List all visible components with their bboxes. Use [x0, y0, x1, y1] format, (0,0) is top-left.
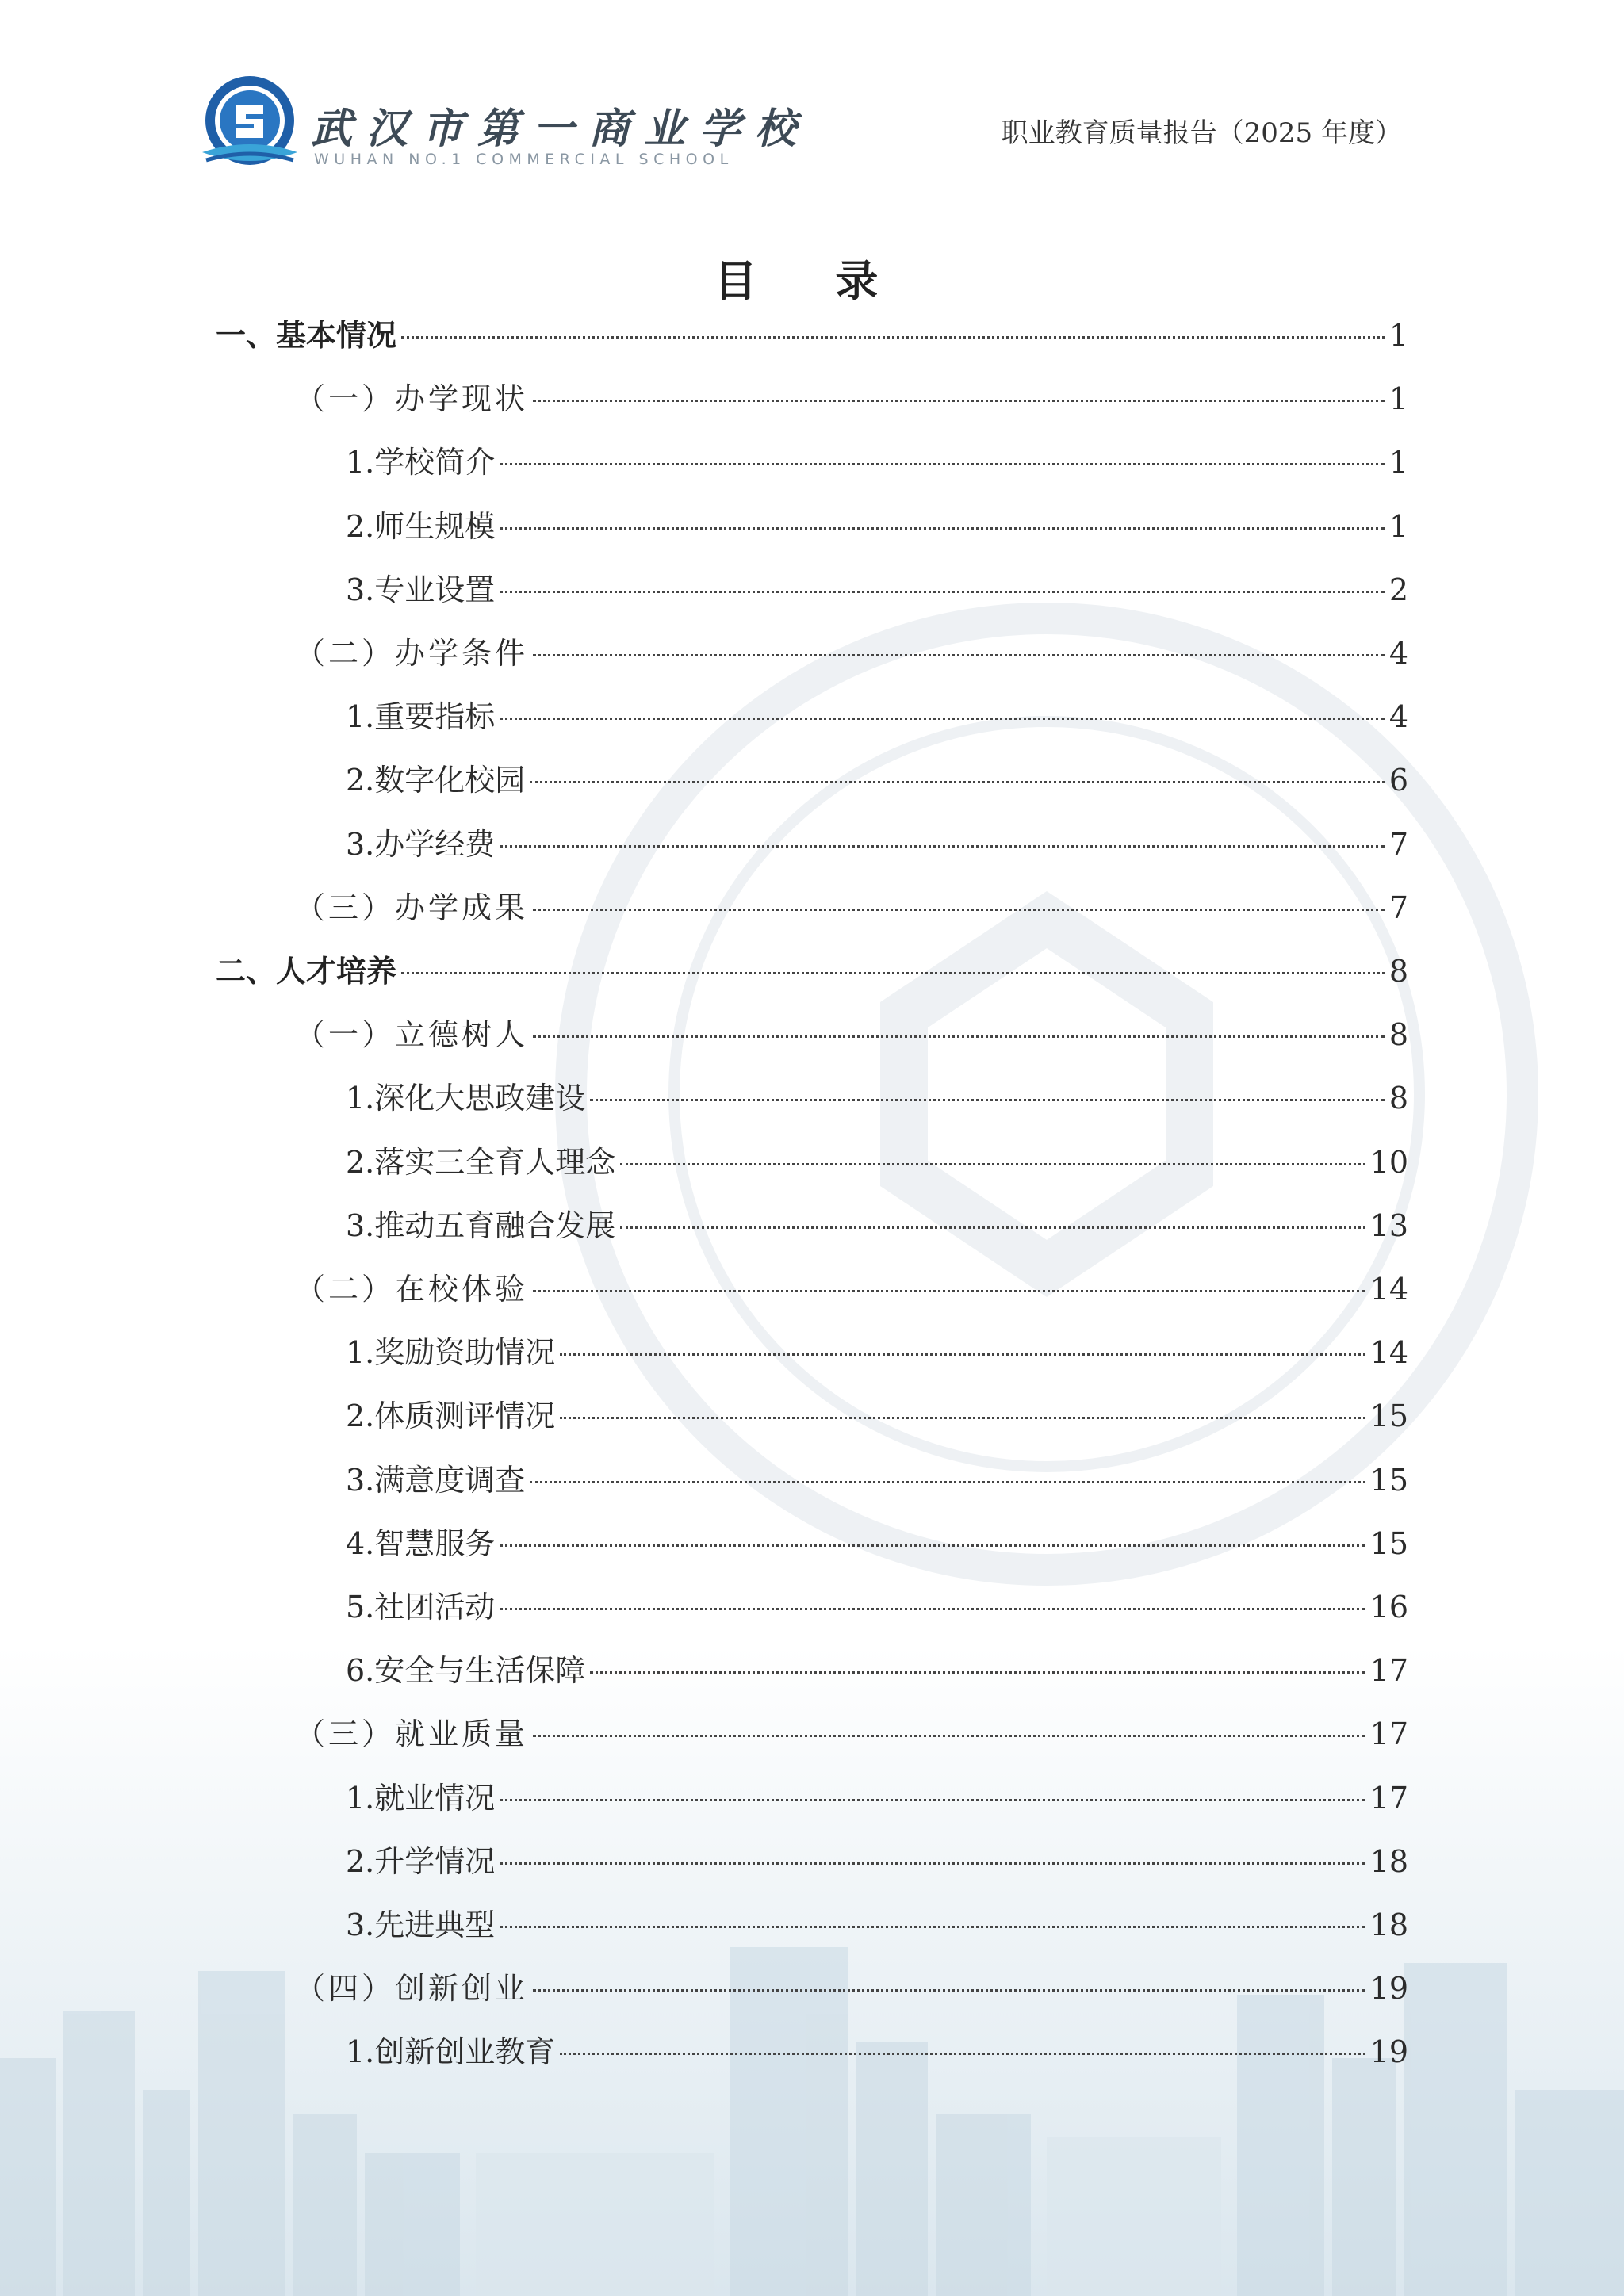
toc-dot-leader	[500, 591, 1385, 593]
toc-entry[interactable]	[346, 820, 1408, 867]
toc-entry-page: 14	[1369, 1335, 1408, 1371]
toc-entry-label: 1.重要指标	[346, 699, 496, 735]
toc-entry-page: 15	[1369, 1525, 1408, 1561]
toc-entry-label: 1.创新创业教育	[346, 2034, 556, 2070]
toc-dot-leader	[500, 1608, 1365, 1610]
toc-entry-page: 15	[1369, 1399, 1408, 1434]
toc-entry-page: 1	[1388, 318, 1408, 353]
toc-entry-page: 18	[1369, 1843, 1408, 1879]
toc-dot-leader	[533, 1290, 1365, 1292]
toc-entry-label: 2.数字化校园	[346, 763, 526, 798]
toc-entry[interactable]	[346, 1201, 1408, 1249]
toc-entry-label: 3.专业设置	[346, 572, 496, 607]
toc-entry[interactable]	[346, 692, 1408, 740]
toc-entry-label: 1.奖励资助情况	[346, 1335, 556, 1371]
toc-entry[interactable]	[295, 883, 1408, 931]
toc-entry-page: 18	[1369, 1908, 1408, 1942]
toc-dot-leader	[533, 400, 1385, 402]
toc-entry[interactable]	[346, 1328, 1408, 1376]
toc-entry-page: 19	[1369, 1971, 1408, 2007]
toc-dot-leader	[533, 1989, 1365, 1992]
toc-entry[interactable]	[346, 1646, 1408, 1693]
toc-entry-label: 1.学校简介	[346, 445, 496, 480]
toc-entry-label: （一）立德树人	[295, 1017, 529, 1053]
toc-entry[interactable]	[295, 1964, 1408, 2011]
toc-entry[interactable]	[346, 1138, 1408, 1185]
school-name-en: WUHAN NO.1 COMMERCIAL SCHOOL	[314, 151, 733, 168]
toc-entry-label: 二、人才培养	[216, 954, 397, 989]
toc-dot-leader	[533, 909, 1385, 911]
toc-entry-page: 17	[1369, 1780, 1408, 1816]
toc-entry-label: 1.深化大思政建设	[346, 1081, 586, 1116]
toc-dot-leader	[590, 1671, 1365, 1674]
toc-entry-label: （三）办学成果	[295, 890, 529, 925]
toc-entry-label: 2.升学情况	[346, 1843, 496, 1879]
toc-entry-label: 6.安全与生活保障	[346, 1653, 586, 1689]
toc-entry-page: 15	[1369, 1462, 1408, 1498]
toc-entry[interactable]	[346, 1774, 1408, 1821]
toc-entry-page: 19	[1369, 2034, 1408, 2070]
toc-dot-leader	[590, 1099, 1385, 1101]
toc-entry-page: 13	[1369, 1207, 1408, 1243]
toc-entry-label: 3.办学经费	[346, 826, 496, 862]
toc-dot-leader	[500, 527, 1385, 530]
toc-dot-leader	[620, 1163, 1365, 1165]
toc-entry-page: 10	[1369, 1144, 1408, 1180]
toc-entry[interactable]	[346, 756, 1408, 803]
toc-entry[interactable]	[295, 1010, 1408, 1058]
toc-entry-label: 5.社团活动	[346, 1590, 496, 1624]
toc-entry[interactable]	[346, 1582, 1408, 1630]
toc-dot-leader	[530, 1481, 1365, 1483]
toc-entry-page: 7	[1388, 890, 1408, 925]
toc-entry-label: 一、基本情况	[216, 318, 397, 353]
toc-dot-leader	[500, 1799, 1365, 1801]
toc-entry[interactable]	[346, 1456, 1408, 1503]
toc-entry-page: 4	[1388, 699, 1408, 735]
toc-entry-label: 2.落实三全育人理念	[346, 1144, 616, 1180]
toc-entry-page: 16	[1369, 1590, 1408, 1624]
toc-entry-label: （一）办学现状	[295, 381, 529, 417]
toc-dot-leader	[620, 1226, 1365, 1229]
toc-entry[interactable]	[346, 2027, 1408, 2075]
toc-entry-label: 3.推动五育融合发展	[346, 1207, 616, 1243]
toc-dot-leader	[401, 336, 1385, 339]
toc-entry-page: 4	[1388, 636, 1408, 671]
toc-dot-leader	[500, 463, 1385, 465]
toc-entry-label: 3.满意度调查	[346, 1462, 526, 1498]
toc-dot-leader	[500, 718, 1385, 720]
toc-entry-page: 1	[1388, 508, 1408, 544]
toc-entry[interactable]	[295, 629, 1408, 676]
toc-dot-leader	[500, 1926, 1365, 1928]
toc-entry[interactable]	[346, 1519, 1408, 1567]
toc-dot-leader	[533, 1035, 1385, 1038]
toc-entry[interactable]	[346, 438, 1408, 485]
toc-entry[interactable]	[346, 1073, 1408, 1121]
toc-dot-leader	[560, 1417, 1365, 1419]
toc-entry[interactable]	[346, 1900, 1408, 1948]
toc-dot-leader	[533, 1735, 1365, 1737]
toc-entry[interactable]	[216, 947, 1408, 994]
toc-entry-page: 17	[1369, 1653, 1408, 1689]
toc-entry-label: （二）在校体验	[295, 1272, 529, 1307]
report-title: 职业教育质量报告（2025 年度）	[1001, 117, 1402, 149]
toc-entry-page: 6	[1388, 763, 1408, 798]
toc-entry[interactable]	[346, 1837, 1408, 1885]
toc-entry[interactable]	[295, 1265, 1408, 1312]
toc-entry-page: 2	[1388, 572, 1408, 607]
toc-entry-label: （四）创新创业	[295, 1971, 529, 2007]
toc-entry[interactable]	[346, 502, 1408, 549]
toc-title: 目 录	[714, 256, 910, 306]
toc-entry[interactable]	[295, 374, 1408, 422]
toc-entry-label: 2.师生规模	[346, 508, 496, 544]
school-logo-icon	[198, 73, 301, 176]
toc-entry-label: 1.就业情况	[346, 1780, 496, 1816]
toc-dot-leader	[530, 781, 1385, 783]
toc-dot-leader	[401, 972, 1385, 974]
toc-dot-leader	[533, 654, 1385, 656]
toc-entry-label: （二）办学条件	[295, 636, 529, 671]
toc-entry[interactable]	[216, 311, 1408, 358]
toc-entry[interactable]	[346, 565, 1408, 613]
toc-dot-leader	[560, 2053, 1365, 2055]
toc-entry-page: 17	[1369, 1716, 1408, 1752]
toc-entry-page: 1	[1388, 381, 1408, 417]
toc-entry-page: 8	[1388, 1017, 1408, 1053]
toc-entry-label: 3.先进典型	[346, 1908, 496, 1942]
toc-entry-label: 2.体质测评情况	[346, 1399, 556, 1434]
toc-entry-label: 4.智慧服务	[346, 1525, 496, 1561]
page-header	[0, 0, 1624, 190]
toc-entry-page: 1	[1388, 445, 1408, 480]
toc-entry-page: 8	[1388, 954, 1408, 989]
toc-entry-page: 8	[1388, 1081, 1408, 1116]
toc-dot-leader	[560, 1353, 1365, 1356]
toc-dot-leader	[500, 1862, 1365, 1865]
school-name-cn: 武汉市第一商业学校	[311, 105, 811, 153]
toc-dot-leader	[500, 1544, 1365, 1547]
toc-dot-leader	[500, 845, 1385, 848]
toc-entry[interactable]	[295, 1709, 1408, 1757]
toc-entry-page: 14	[1369, 1272, 1408, 1307]
toc-entry[interactable]	[346, 1391, 1408, 1439]
toc-entry-page: 7	[1388, 826, 1408, 862]
toc-entry-label: （三）就业质量	[295, 1716, 529, 1752]
